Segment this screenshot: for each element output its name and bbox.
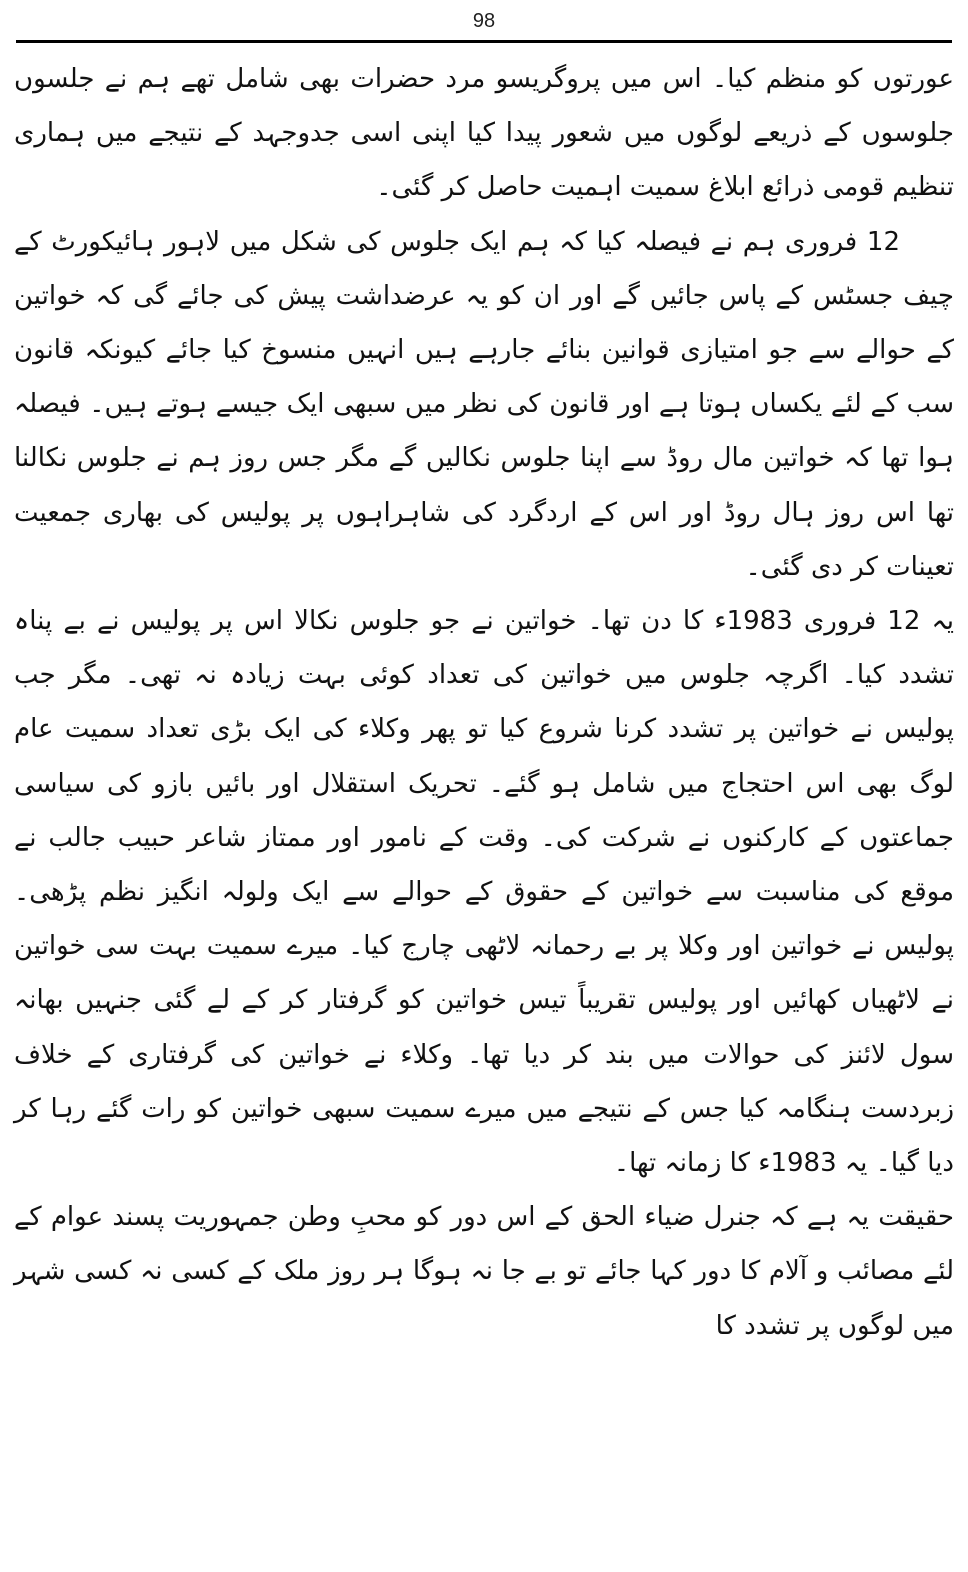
body-text: [14, 52, 954, 1353]
page-number: 98: [472, 10, 496, 32]
paragraph-4: حقیقت یہ ہے کہ جنرل ضیاء الحق کے اس دور کو محبِ وطن جمہوریت پسند عوام کے لئے مصائب و آلام کا دور کہا جائے تو بے جا نہ ہوگا ہر روز ملک کے کسی نہ کسی شہر میں لوگوں پر تشدد کا: [14, 1202, 954, 1341]
paragraph-1: عورتوں کو منظم کیا۔ اس میں پروگریسو مرد حضرات بھی شامل تھے ہم نے جلسوں جلوسوں کے ذریعے لوگوں میں شعور پیدا کیا اپنی اسی جدوجہد کے نتیجے میں ہماری تنظیم قومی ذرائع ابلاغ سمیت اہمیت حاصل کر گئی۔: [14, 64, 954, 203]
header-rule: [16, 40, 952, 43]
paragraph-2: 12 فروری ہم نے فیصلہ کیا کہ ہم ایک جلوس کی شکل میں لاہور ہائیکورٹ کے چیف جسٹس کے پاس جائیں گے اور ان کو یہ عرضداشت پیش کی جائے گی کہ خواتین کے حوالے سے جو امتیازی قوانین بنائے جارہے ہیں انہیں منسوخ کیا جائے کیونکہ قانون سب کے لئے یکساں ہوتا ہے اور قانون کی نظر میں سبھی ایک جیسے ہوتے ہیں۔ فیصلہ ہوا تھا کہ خواتین مال روڈ سے اپنا جلوس نکالیں گے مگر جس روز ہم نے جلوس نکالنا تھا اس روز ہال روڈ اور اس کے اردگرد کی شاہراہوں پر پولیس کی بھاری جمعیت تعینات کر دی گئی۔: [14, 226, 954, 582]
paragraph-3: یہ 12 فروری 1983ء کا دن تھا۔ خواتین نے جو جلوس نکالا اس پر پولیس نے بے پناہ تشدد کیا۔ اگرچہ جلوس میں خواتین کی تعداد کوئی بہت زیادہ نہ تھی۔ مگر جب پولیس نے خواتین پر تشدد کرنا شروع کیا تو پھر وکلاء کی ایک بڑی تعداد سمیت عام لوگ بھی اس احتجاج میں شامل ہو گئے۔ تحریک استقلال اور بائیں بازو کی سیاسی جماعتوں کے کارکنوں نے شرکت کی۔ وقت کے نامور اور ممتاز شاعر حبیب جالب نے موقع کی مناسبت سے خواتین کے حقوق کے حوالے سے ایک ولولہ انگیز نظم پڑھی۔ پولیس نے خواتین اور وکلا پر بے رحمانہ لاٹھی چارج کیا۔ میرے سمیت بہت سی خواتین نے لاٹھیاں کھائیں اور پولیس تقریباً تیس خواتین کو گرفتار کر کے لے گئی جنہیں بھانہ سول لائنز کی حوالات میں بند کر دیا تھا۔ وکلاء نے خواتین کی گرفتاری کے خلاف زبردست ہنگامہ کیا جس کے نتیجے میں میرے سمیت سبھی خواتین کو رات گئے رہا کر دیا گیا۔ یہ 1983ء کا زمانہ تھا۔: [14, 606, 954, 1179]
